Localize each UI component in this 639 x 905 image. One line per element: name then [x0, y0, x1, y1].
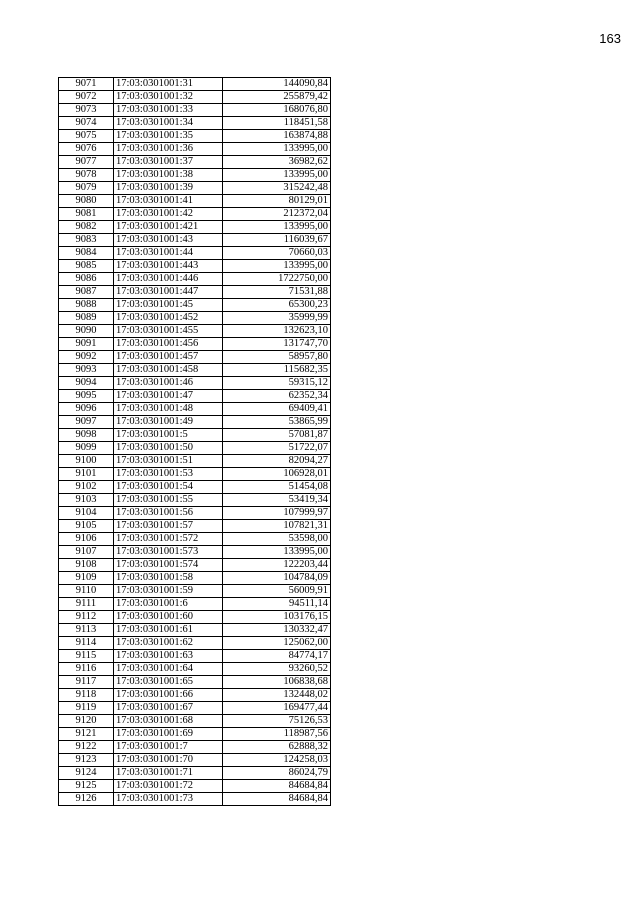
value-cell: 53419,34: [223, 494, 331, 507]
row-number-cell: 9120: [59, 715, 114, 728]
value-cell: 53598,00: [223, 533, 331, 546]
table-row: [59, 351, 331, 364]
value-cell: 84774,17: [223, 650, 331, 663]
value-cell: 36982,62: [223, 156, 331, 169]
cadastral-number-cell: 17:03:0301001:35: [114, 130, 223, 143]
page-number: 163: [599, 31, 621, 46]
cadastral-number-cell: 17:03:0301001:49: [114, 416, 223, 429]
cadastral-number-cell: 17:03:0301001:447: [114, 286, 223, 299]
row-number-cell: 9071: [59, 78, 114, 91]
cadastral-number-cell: 17:03:0301001:63: [114, 650, 223, 663]
value-cell: 94511,14: [223, 598, 331, 611]
row-number-cell: 9095: [59, 390, 114, 403]
row-number-cell: 9106: [59, 533, 114, 546]
row-number-cell: 9079: [59, 182, 114, 195]
value-cell: 133995,00: [223, 260, 331, 273]
row-number-cell: 9074: [59, 117, 114, 130]
row-number-cell: 9103: [59, 494, 114, 507]
row-number-cell: 9125: [59, 780, 114, 793]
table-row: [59, 169, 331, 182]
row-number-cell: 9092: [59, 351, 114, 364]
value-cell: 115682,35: [223, 364, 331, 377]
cadastral-number-cell: 17:03:0301001:73: [114, 793, 223, 806]
row-number-cell: 9112: [59, 611, 114, 624]
value-cell: 133995,00: [223, 221, 331, 234]
table-row: [59, 455, 331, 468]
cadastral-number-cell: 17:03:0301001:573: [114, 546, 223, 559]
value-cell: 133995,00: [223, 546, 331, 559]
cadastral-number-cell: 17:03:0301001:46: [114, 377, 223, 390]
table-row: [59, 546, 331, 559]
row-number-cell: 9094: [59, 377, 114, 390]
table-row: [59, 260, 331, 273]
value-cell: 168076,80: [223, 104, 331, 117]
table-row: [59, 364, 331, 377]
table-row: [59, 481, 331, 494]
value-cell: 118987,56: [223, 728, 331, 741]
row-number-cell: 9075: [59, 130, 114, 143]
table-row: [59, 663, 331, 676]
cadastral-number-cell: 17:03:0301001:572: [114, 533, 223, 546]
row-number-cell: 9115: [59, 650, 114, 663]
cadastral-number-cell: 17:03:0301001:5: [114, 429, 223, 442]
value-cell: 169477,44: [223, 702, 331, 715]
cadastral-number-cell: 17:03:0301001:31: [114, 78, 223, 91]
table-row: [59, 130, 331, 143]
cadastral-number-cell: 17:03:0301001:6: [114, 598, 223, 611]
table-row: [59, 403, 331, 416]
cadastral-number-cell: 17:03:0301001:47: [114, 390, 223, 403]
row-number-cell: 9113: [59, 624, 114, 637]
value-cell: 130332,47: [223, 624, 331, 637]
row-number-cell: 9081: [59, 208, 114, 221]
cadastral-number-cell: 17:03:0301001:452: [114, 312, 223, 325]
value-cell: 133995,00: [223, 143, 331, 156]
value-cell: 62888,32: [223, 741, 331, 754]
table-row: [59, 182, 331, 195]
table-row: [59, 78, 331, 91]
value-cell: 82094,27: [223, 455, 331, 468]
table-row: [59, 247, 331, 260]
cadastral-number-cell: 17:03:0301001:456: [114, 338, 223, 351]
row-number-cell: 9097: [59, 416, 114, 429]
value-cell: 53865,99: [223, 416, 331, 429]
table-row: [59, 494, 331, 507]
cadastral-number-cell: 17:03:0301001:421: [114, 221, 223, 234]
value-cell: 35999,99: [223, 312, 331, 325]
value-cell: 57081,87: [223, 429, 331, 442]
table-row: [59, 325, 331, 338]
table-row: [59, 156, 331, 169]
row-number-cell: 9099: [59, 442, 114, 455]
table-row: [59, 208, 331, 221]
cadastral-number-cell: 17:03:0301001:71: [114, 767, 223, 780]
table-row: [59, 312, 331, 325]
cadastral-number-cell: 17:03:0301001:56: [114, 507, 223, 520]
table-row: [59, 559, 331, 572]
value-cell: 118451,58: [223, 117, 331, 130]
table-row: [59, 429, 331, 442]
table-row: [59, 273, 331, 286]
cadastral-number-cell: 17:03:0301001:457: [114, 351, 223, 364]
cadastral-number-cell: 17:03:0301001:34: [114, 117, 223, 130]
table-row: [59, 117, 331, 130]
row-number-cell: 9096: [59, 403, 114, 416]
table-row: [59, 104, 331, 117]
row-number-cell: 9111: [59, 598, 114, 611]
table-row: [59, 702, 331, 715]
cadastral-number-cell: 17:03:0301001:38: [114, 169, 223, 182]
table-row: [59, 676, 331, 689]
cadastral-number-cell: 17:03:0301001:42: [114, 208, 223, 221]
value-cell: 51454,08: [223, 481, 331, 494]
value-cell: 107821,31: [223, 520, 331, 533]
value-cell: 131747,70: [223, 338, 331, 351]
row-number-cell: 9076: [59, 143, 114, 156]
row-number-cell: 9114: [59, 637, 114, 650]
table-row: [59, 741, 331, 754]
table-row: [59, 637, 331, 650]
table-row: [59, 624, 331, 637]
table-row: [59, 754, 331, 767]
row-number-cell: 9119: [59, 702, 114, 715]
value-cell: 124258,03: [223, 754, 331, 767]
value-cell: 71531,88: [223, 286, 331, 299]
table-row: [59, 650, 331, 663]
value-cell: 93260,52: [223, 663, 331, 676]
cadastral-number-cell: 17:03:0301001:57: [114, 520, 223, 533]
value-cell: 125062,00: [223, 637, 331, 650]
value-cell: 133995,00: [223, 169, 331, 182]
table-row: [59, 338, 331, 351]
cadastral-number-cell: 17:03:0301001:33: [114, 104, 223, 117]
row-number-cell: 9084: [59, 247, 114, 260]
value-cell: 80129,01: [223, 195, 331, 208]
cadastral-value-table: [58, 77, 331, 806]
value-cell: 122203,44: [223, 559, 331, 572]
table-row: [59, 91, 331, 104]
cadastral-number-cell: 17:03:0301001:574: [114, 559, 223, 572]
value-cell: 58957,80: [223, 351, 331, 364]
value-cell: 106838,68: [223, 676, 331, 689]
table-row: [59, 507, 331, 520]
cadastral-number-cell: 17:03:0301001:48: [114, 403, 223, 416]
row-number-cell: 9088: [59, 299, 114, 312]
row-number-cell: 9124: [59, 767, 114, 780]
value-cell: 106928,01: [223, 468, 331, 481]
cadastral-number-cell: 17:03:0301001:446: [114, 273, 223, 286]
row-number-cell: 9102: [59, 481, 114, 494]
row-number-cell: 9107: [59, 546, 114, 559]
cadastral-number-cell: 17:03:0301001:443: [114, 260, 223, 273]
value-cell: 56009,91: [223, 585, 331, 598]
value-cell: 132623,10: [223, 325, 331, 338]
cadastral-number-cell: 17:03:0301001:70: [114, 754, 223, 767]
cadastral-number-cell: 17:03:0301001:43: [114, 234, 223, 247]
value-cell: 107999,97: [223, 507, 331, 520]
cadastral-number-cell: 17:03:0301001:36: [114, 143, 223, 156]
row-number-cell: 9108: [59, 559, 114, 572]
row-number-cell: 9101: [59, 468, 114, 481]
cadastral-number-cell: 17:03:0301001:41: [114, 195, 223, 208]
row-number-cell: 9083: [59, 234, 114, 247]
row-number-cell: 9085: [59, 260, 114, 273]
value-cell: 255879,42: [223, 91, 331, 104]
cadastral-number-cell: 17:03:0301001:7: [114, 741, 223, 754]
row-number-cell: 9077: [59, 156, 114, 169]
row-number-cell: 9086: [59, 273, 114, 286]
cadastral-number-cell: 17:03:0301001:55: [114, 494, 223, 507]
value-cell: 163874,88: [223, 130, 331, 143]
cadastral-number-cell: 17:03:0301001:44: [114, 247, 223, 260]
cadastral-number-cell: 17:03:0301001:68: [114, 715, 223, 728]
row-number-cell: 9105: [59, 520, 114, 533]
row-number-cell: 9100: [59, 455, 114, 468]
value-cell: 144090,84: [223, 78, 331, 91]
value-cell: 1722750,00: [223, 273, 331, 286]
row-number-cell: 9089: [59, 312, 114, 325]
row-number-cell: 9123: [59, 754, 114, 767]
value-cell: 132448,02: [223, 689, 331, 702]
cadastral-number-cell: 17:03:0301001:54: [114, 481, 223, 494]
value-cell: 62352,34: [223, 390, 331, 403]
cadastral-number-cell: 17:03:0301001:39: [114, 182, 223, 195]
value-cell: 84684,84: [223, 780, 331, 793]
value-cell: 70660,03: [223, 247, 331, 260]
table-row: [59, 390, 331, 403]
row-number-cell: 9091: [59, 338, 114, 351]
value-cell: 315242,48: [223, 182, 331, 195]
row-number-cell: 9116: [59, 663, 114, 676]
table-row: [59, 611, 331, 624]
row-number-cell: 9126: [59, 793, 114, 806]
cadastral-number-cell: 17:03:0301001:65: [114, 676, 223, 689]
cadastral-number-cell: 17:03:0301001:59: [114, 585, 223, 598]
value-cell: 65300,23: [223, 299, 331, 312]
row-number-cell: 9118: [59, 689, 114, 702]
table-row: [59, 468, 331, 481]
value-cell: 86024,79: [223, 767, 331, 780]
row-number-cell: 9087: [59, 286, 114, 299]
cadastral-number-cell: 17:03:0301001:62: [114, 637, 223, 650]
table-row: [59, 299, 331, 312]
cadastral-number-cell: 17:03:0301001:458: [114, 364, 223, 377]
row-number-cell: 9121: [59, 728, 114, 741]
row-number-cell: 9082: [59, 221, 114, 234]
table-row: [59, 767, 331, 780]
table-row: [59, 442, 331, 455]
cadastral-number-cell: 17:03:0301001:60: [114, 611, 223, 624]
table-row: [59, 416, 331, 429]
value-cell: 75126,53: [223, 715, 331, 728]
value-cell: 212372,04: [223, 208, 331, 221]
cadastral-number-cell: 17:03:0301001:69: [114, 728, 223, 741]
table-row: [59, 195, 331, 208]
table-row: [59, 715, 331, 728]
cadastral-number-cell: 17:03:0301001:37: [114, 156, 223, 169]
cadastral-number-cell: 17:03:0301001:66: [114, 689, 223, 702]
row-number-cell: 9104: [59, 507, 114, 520]
table-row: [59, 689, 331, 702]
cadastral-number-cell: 17:03:0301001:32: [114, 91, 223, 104]
table-row: [59, 585, 331, 598]
row-number-cell: 9090: [59, 325, 114, 338]
cadastral-number-cell: 17:03:0301001:72: [114, 780, 223, 793]
row-number-cell: 9110: [59, 585, 114, 598]
cadastral-number-cell: 17:03:0301001:51: [114, 455, 223, 468]
row-number-cell: 9117: [59, 676, 114, 689]
value-cell: 69409,41: [223, 403, 331, 416]
row-number-cell: 9122: [59, 741, 114, 754]
row-number-cell: 9078: [59, 169, 114, 182]
cadastral-number-cell: 17:03:0301001:455: [114, 325, 223, 338]
table-row: [59, 598, 331, 611]
row-number-cell: 9072: [59, 91, 114, 104]
cadastral-number-cell: 17:03:0301001:64: [114, 663, 223, 676]
cadastral-number-cell: 17:03:0301001:53: [114, 468, 223, 481]
table-row: [59, 234, 331, 247]
value-cell: 51722,07: [223, 442, 331, 455]
table-row: [59, 143, 331, 156]
table-row: [59, 728, 331, 741]
row-number-cell: 9073: [59, 104, 114, 117]
cadastral-number-cell: 17:03:0301001:67: [114, 702, 223, 715]
value-cell: 84684,84: [223, 793, 331, 806]
table-row: [59, 572, 331, 585]
cadastral-number-cell: 17:03:0301001:61: [114, 624, 223, 637]
table-row: [59, 221, 331, 234]
row-number-cell: 9098: [59, 429, 114, 442]
cadastral-number-cell: 17:03:0301001:50: [114, 442, 223, 455]
row-number-cell: 9109: [59, 572, 114, 585]
cadastral-number-cell: 17:03:0301001:45: [114, 299, 223, 312]
value-cell: 116039,67: [223, 234, 331, 247]
cadastral-number-cell: 17:03:0301001:58: [114, 572, 223, 585]
table-row: [59, 780, 331, 793]
value-cell: 59315,12: [223, 377, 331, 390]
value-cell: 104784,09: [223, 572, 331, 585]
table-row: [59, 533, 331, 546]
table-body: [59, 78, 331, 806]
table-row: [59, 377, 331, 390]
table-row: [59, 286, 331, 299]
value-cell: 103176,15: [223, 611, 331, 624]
table-row: [59, 520, 331, 533]
table-row: [59, 793, 331, 806]
row-number-cell: 9093: [59, 364, 114, 377]
row-number-cell: 9080: [59, 195, 114, 208]
